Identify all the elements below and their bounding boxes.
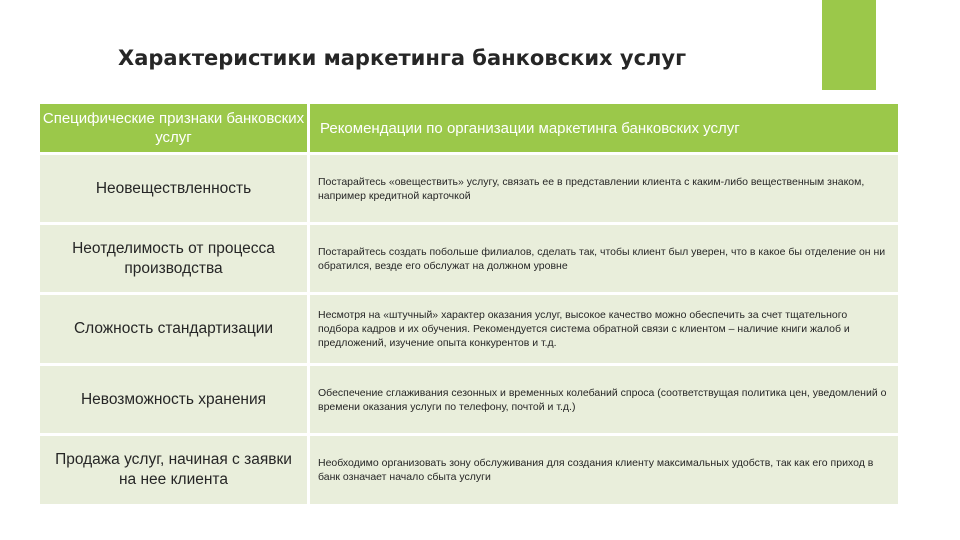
recommendation-cell: Постарайтесь «овеществить» услугу, связать ее в представлении клиента с каким-либо вещественным знаком, например кредитной карточкой <box>310 155 898 222</box>
feature-cell: Неовеществленность <box>40 155 310 222</box>
accent-bar <box>822 0 876 90</box>
table-header-row <box>40 104 898 152</box>
feature-cell: Сложность стандартизации <box>40 295 310 363</box>
table-row <box>40 436 898 504</box>
recommendation-cell: Постарайтесь создать побольше филиалов, сделать так, чтобы клиент был уверен, что в какое бы отделение он ни обратился, везде его обслужат на должном уровне <box>310 225 898 292</box>
table-row <box>40 155 898 222</box>
feature-cell: Продажа услуг, начиная с заявки на нее клиента <box>40 436 310 504</box>
recommendation-cell: Обеспечение сглаживания сезонных и временных колебаний спроса (соответствущая политика цен, уведомлений о времени оказания услуги по телефону, почтой и т.д.) <box>310 366 898 433</box>
slide-title: Характеристики маркетинга банковских услуг <box>118 46 687 70</box>
recommendation-cell: Несмотря на «штучный» характер оказания услуг, высокое качество можно обеспечить за счет тщательного подбора кадров и их обучения. Рекомендуется система обратной связи с клиентом – наличие книги жалоб и предложений, изучение опыта конкурентов и т.д. <box>310 295 898 363</box>
feature-cell: Невозможность хранения <box>40 366 310 433</box>
header-recommendations: Рекомендации по организации маркетинга банковских услуг <box>310 104 898 152</box>
table-row <box>40 295 898 363</box>
recommendation-cell: Необходимо организовать зону обслуживания для создания клиенту максимальных удобств, так как его приход в банк означает начало сбыта услуги <box>310 436 898 504</box>
feature-cell: Неотделимость от процесса производства <box>40 225 310 292</box>
characteristics-table <box>40 101 898 507</box>
header-features: Специфические признаки банковских услуг <box>40 104 310 152</box>
table-row <box>40 366 898 433</box>
table-row <box>40 225 898 292</box>
